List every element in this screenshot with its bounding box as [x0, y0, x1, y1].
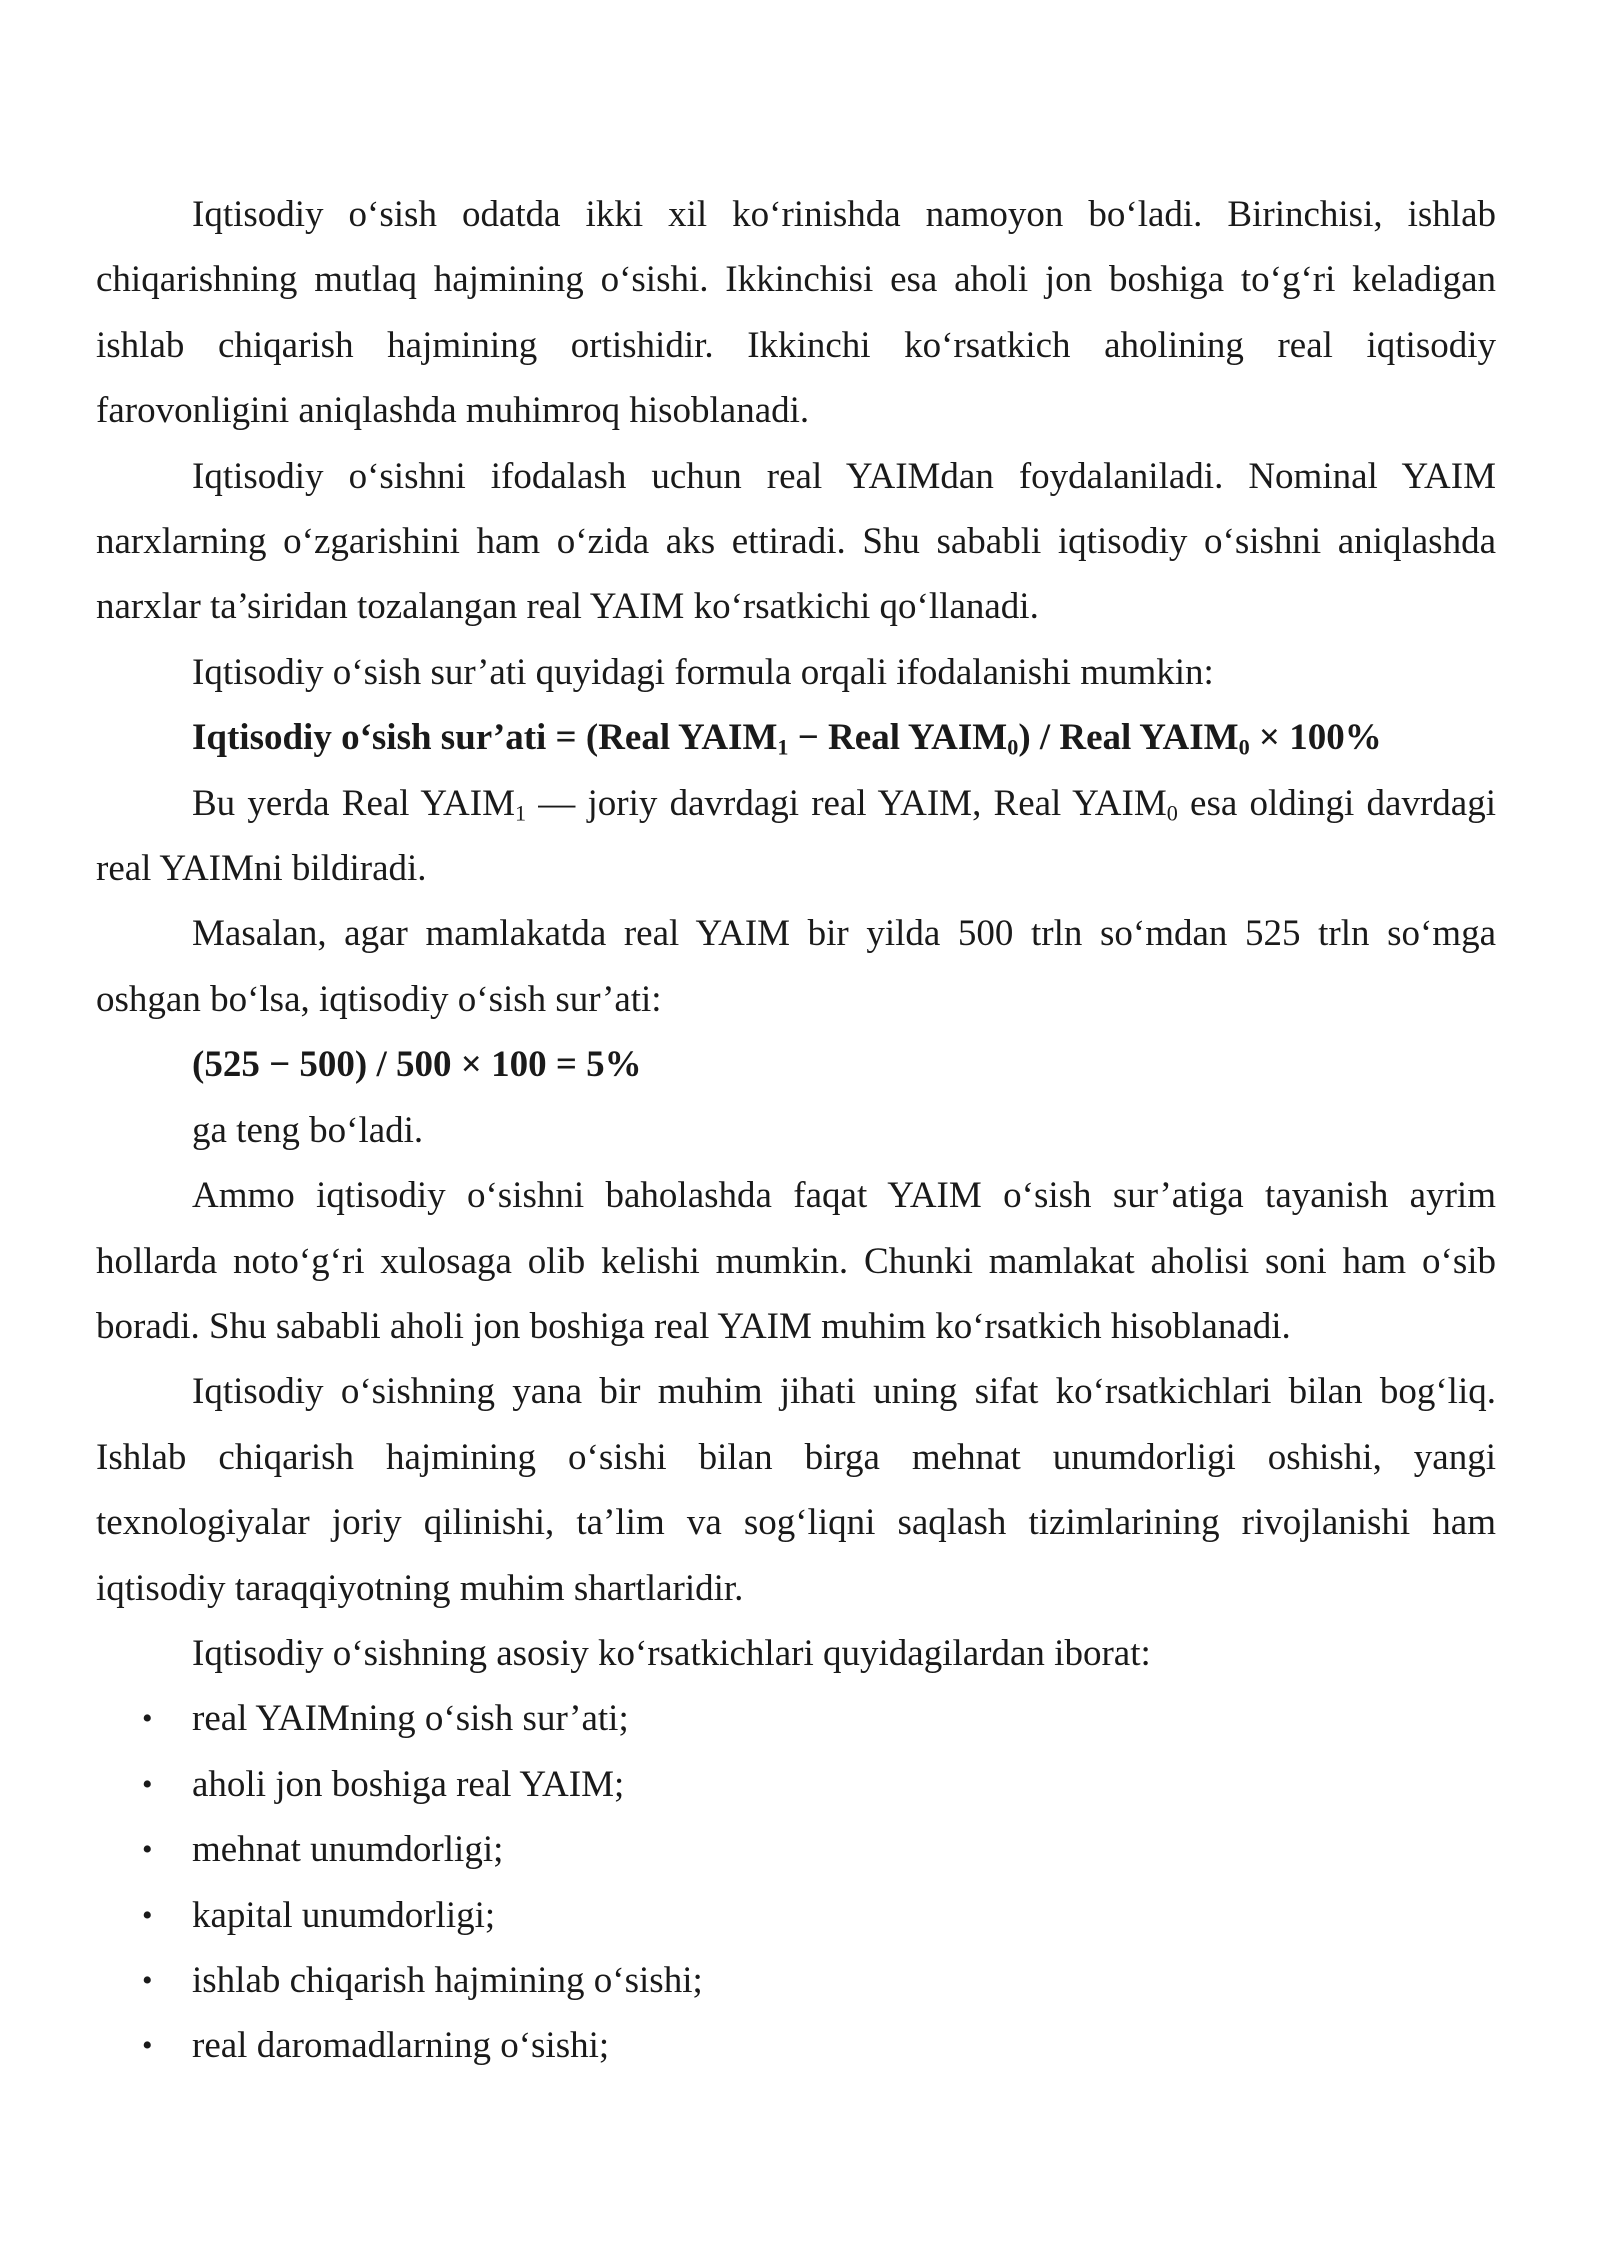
explanation-subscript-1: 1 [514, 800, 527, 826]
paragraph-example: Masalan, agar mamlakatda real YAIM bir yilda 500 trln so‘mdan 525 trln so‘mga oshgan bo‘lsa, iqtisodiy o‘sish sur’ati: [96, 913, 1496, 1020]
explanation-subscript-0: 0 [1166, 800, 1178, 826]
formula-subscript-0b: 0 [1238, 734, 1250, 760]
list-item [96, 1686, 1496, 1751]
list-item-text: mehnat unumdorligi; [192, 1829, 504, 1871]
explanation-part-c: esa oldingi davrdagi [1177, 782, 1496, 824]
paragraph-formula-explanation [96, 771, 1496, 902]
list-item-text: ishlab chiqarish hajmining o‘sishi; [192, 1959, 703, 2001]
bullet-icon: • [142, 1767, 153, 1801]
list-item-text: kapital unumdorligi; [192, 1894, 496, 1936]
paragraph-formula-intro: Iqtisodiy o‘sish sur’ati quyidagi formula orqali ifodalanishi mumkin: [192, 651, 1214, 693]
formula-subscript-1: 1 [777, 734, 789, 760]
growth-rate-formula [96, 705, 1496, 770]
list-item [96, 1948, 1496, 2013]
bullet-icon: • [142, 1898, 153, 1932]
formula-subscript-0a: 0 [1007, 734, 1019, 760]
example-calculation: (525 − 500) / 500 × 100 = 5% [192, 1044, 642, 1086]
bullet-icon: • [142, 2029, 153, 2063]
list-item [96, 1883, 1496, 1948]
bullet-icon: • [142, 1963, 153, 1997]
paragraph-example-conclusion: ga teng bo‘ladi. [192, 1109, 424, 1151]
explanation-part-b: — joriy davrdagi real YAIM, Real YAIM [526, 782, 1167, 824]
list-item [96, 2013, 1496, 2078]
list-item [96, 1752, 1496, 1817]
paragraph-real-gdp: Iqtisodiy o‘sishni ifodalash uchun real YAIMdan foydalaniladi. Nominal YAIM narxlarning o‘zgarishini ham o‘zida aks ettiradi. Shu sababli iqtisodiy o‘sishni aniqlashda narxlar ta’siridan tozalangan real YAIM ko‘rsatkichi qo‘llanadi. [96, 455, 1496, 628]
paragraph-indicators-intro: Iqtisodiy o‘sishning asosiy ko‘rsatkichlari quyidagilardan iborat: [192, 1632, 1151, 1674]
list-item [96, 1817, 1496, 1882]
bullet-icon: • [142, 1702, 153, 1736]
list-item-text: aholi jon boshiga real YAIM; [192, 1763, 625, 1805]
document-page [96, 182, 1496, 2079]
paragraph-per-capita: Ammo iqtisodiy o‘sishni baholashda faqat YAIM o‘sish sur’atiga tayanish ayrim hollarda noto‘g‘ri xulosaga olib kelishi mumkin. Chunki mamlakat aholisi soni ham o‘sib boradi. Shu sababli aholi jon boshiga real YAIM muhim ko‘rsatkich hisoblanadi. [96, 1175, 1496, 1347]
formula-tail: × 100% [1249, 717, 1382, 759]
indicators-list [96, 1686, 1496, 2078]
bullet-icon: • [142, 1833, 153, 1867]
paragraph-quality-aspects: Iqtisodiy o‘sishning yana bir muhim jihati uning sifat ko‘rsatkichlari bilan bog‘liq. Ishlab chiqarish hajmining o‘sishi bilan birga mehnat unumdorligi oshishi, yangi texnologiyalar joriy qilinishi, ta’lim va sog‘liqni saqlash tizimlarining rivojlanishi ham iqtisodiy taraqqiyotning muhim shartlaridir. [96, 1371, 1496, 1609]
formula-mid-2: ) / Real YAIM [1018, 717, 1239, 759]
formula-lhs: Iqtisodiy o‘sish sur’ati = (Real YAIM [192, 717, 778, 759]
paragraph-growth-forms: Iqtisodiy o‘sish odatda ikki xil ko‘rinishda namoyon bo‘ladi. Birinchisi, ishlab chiqarishning mutlaq hajmining o‘sishi. Ikkinchisi esa aholi jon boshiga to‘g‘ri keladigan ishlab chiqarish hajmining ortishidir. Ikkinchi ko‘rsatkich aholining real iqtisodiy farovonligini aniqlashda muhimroq hisoblanadi. [96, 194, 1496, 432]
explanation-part-a: Bu yerda Real YAIM [192, 782, 515, 824]
list-item-text: real YAIMning o‘sish sur’ati; [192, 1698, 629, 1740]
formula-mid-1: − Real YAIM [788, 717, 1008, 759]
list-item-text: real daromadlarning o‘sishi; [192, 2025, 610, 2067]
explanation-tail: real YAIMni bildiradi. [96, 848, 427, 890]
